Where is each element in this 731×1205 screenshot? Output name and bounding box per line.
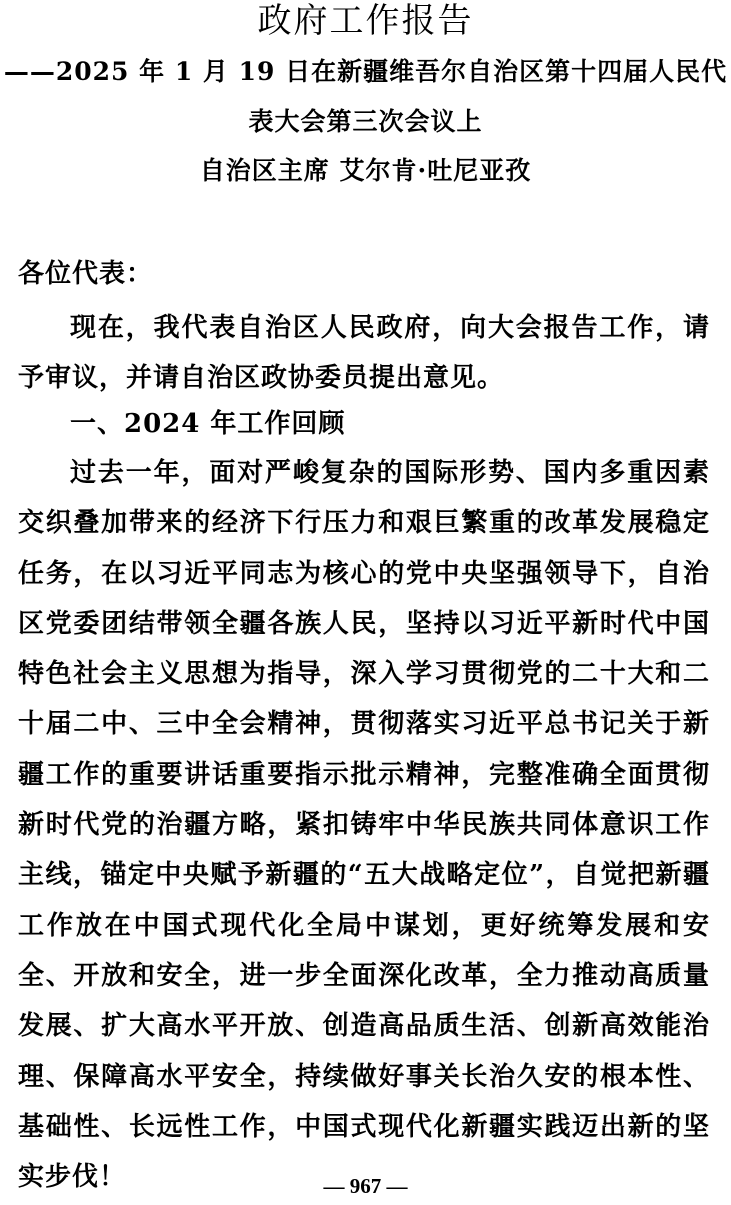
document-title: 政府工作报告 bbox=[257, 1, 474, 41]
section-heading: 一、2024 年工作回顾 bbox=[70, 409, 346, 439]
salutation: 各位代表： bbox=[18, 259, 154, 289]
page-number: — 967 — bbox=[323, 1174, 408, 1198]
subtitle-line-2: 表大会第三次会议上 bbox=[248, 107, 483, 136]
subtitle-line-1: ——2025 年 1 月 19 日在新疆维吾尔自治区第十四届人民代 bbox=[3, 57, 728, 86]
author-line: 自治区主席 艾尔肯·吐尼亚孜 bbox=[199, 156, 532, 185]
intro-paragraph: 现在，我代表自治区人民政府，向大会报告工作，请予审议，并请自治区政协委员提出意见。 bbox=[18, 313, 710, 393]
review-paragraph: 过去一年，面对严峻复杂的国际形势、国内多重因素交织叠加带来的经济下行压力和艰巨繁重的改革发展稳定任务，在以习近平同志为核心的党中央坚强领导下，自治区党委团结带领全疆各族人民，坚持以习近平新时代中国特色社会主义思想为指导，深入学习贯彻党的二十大和二十届二中、三中全会精神，贯彻落实习近平总书记关于新疆工作的重要讲话重要指示批示精神，完整准确全面贯彻新时代党的治疆方略，紧扣铸牢中华民族共同体意识工作主线，锚定中央赋予新疆的“五大战略定位”，自觉把新疆工作放在中国式现代化全局中谋划，更好统筹发展和安全、开放和安全，进一步全面深化改革，全力推动高质量发展、扩大高水平开放、创造高品质生活、创新高效能治理、保障高水平安全，持续做好事关长治久安的根本性、基础性、长远性工作，中国式现代化新疆实践迈出新的坚实步伐！ bbox=[18, 458, 710, 1193]
